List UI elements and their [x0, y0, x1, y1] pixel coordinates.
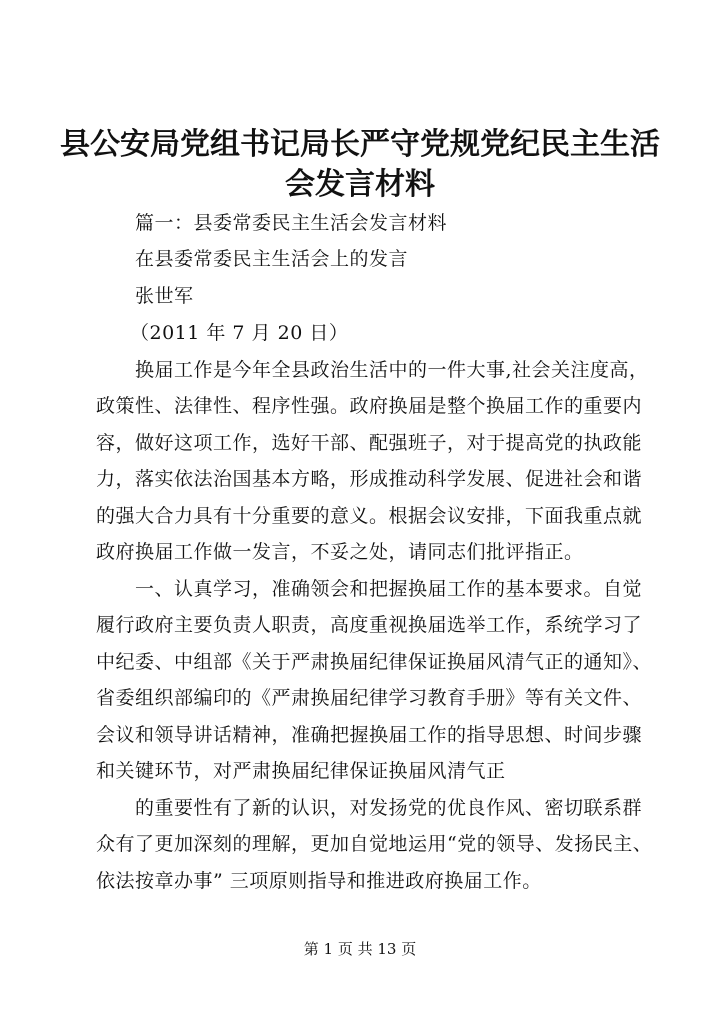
paragraph-line: 一、认真学习，准确领会和把握换届工作的基本要求。自觉: [135, 578, 643, 600]
page-footer: 第 1 页 共 13 页: [303, 940, 417, 958]
paragraph-line: 履行政府主要负责人职责，高度重视换届选举工作，系统学习了: [96, 614, 643, 636]
section-heading: 篇一：县委常委民主生活会发言材料: [135, 212, 448, 234]
title-line-1: 县公安局党组书记局长严守党规党纪民主生活: [60, 127, 660, 162]
paragraph-line: 和关键环节，对严肃换届纪律保证换届风清气正: [96, 760, 506, 782]
paragraph-line: 众有了更加深刻的理解，更加自觉地运用“党的领导、发扬民主、: [96, 833, 653, 855]
paragraph-line: 的重要性有了新的认识，对发扬党的优良作风、密切联系群: [135, 797, 643, 819]
paragraph-line: 政府换届工作做一发言，不妥之处，请同志们批评指正。: [96, 541, 584, 563]
paragraph-line: 容，做好这项工作，选好干部、配强班子，对于提高党的执政能: [96, 432, 643, 454]
paragraph-line: 政策性、法律性、程序性强。政府换届是整个换届工作的重要内: [96, 395, 643, 417]
paragraph-line: 中纪委、中组部《关于严肃换届纪律保证换届风清气正的通知》、: [96, 651, 653, 673]
author-name: 张世军: [135, 285, 194, 307]
paragraph-line: 的强大合力具有十分重要的意义。根据会议安排，下面我重点就: [96, 505, 643, 527]
paragraph-line: 力，落实依法治国基本方略，形成推动科学发展、促进社会和谐: [96, 468, 643, 490]
document-title: [60, 125, 660, 205]
paragraph-line: 省委组织部编印的《严肃换届纪律学习教育手册》等有关文件、: [96, 687, 643, 709]
title-line-2: 会发言材料: [285, 167, 435, 202]
speech-date: （2011 年 7 月 20 日）: [130, 322, 349, 344]
paragraph-line: 依法按章办事” 三项原则指导和推进政府换届工作。: [96, 870, 542, 892]
paragraph-line: 换届工作是今年全县政治生活中的一件大事,社会关注度高，: [135, 359, 649, 381]
paragraph-line: 会议和领导讲话精神，准确把握换届工作的指导思想、时间步骤: [96, 724, 643, 746]
speech-title: 在县委常委民主生活会上的发言: [135, 248, 409, 270]
